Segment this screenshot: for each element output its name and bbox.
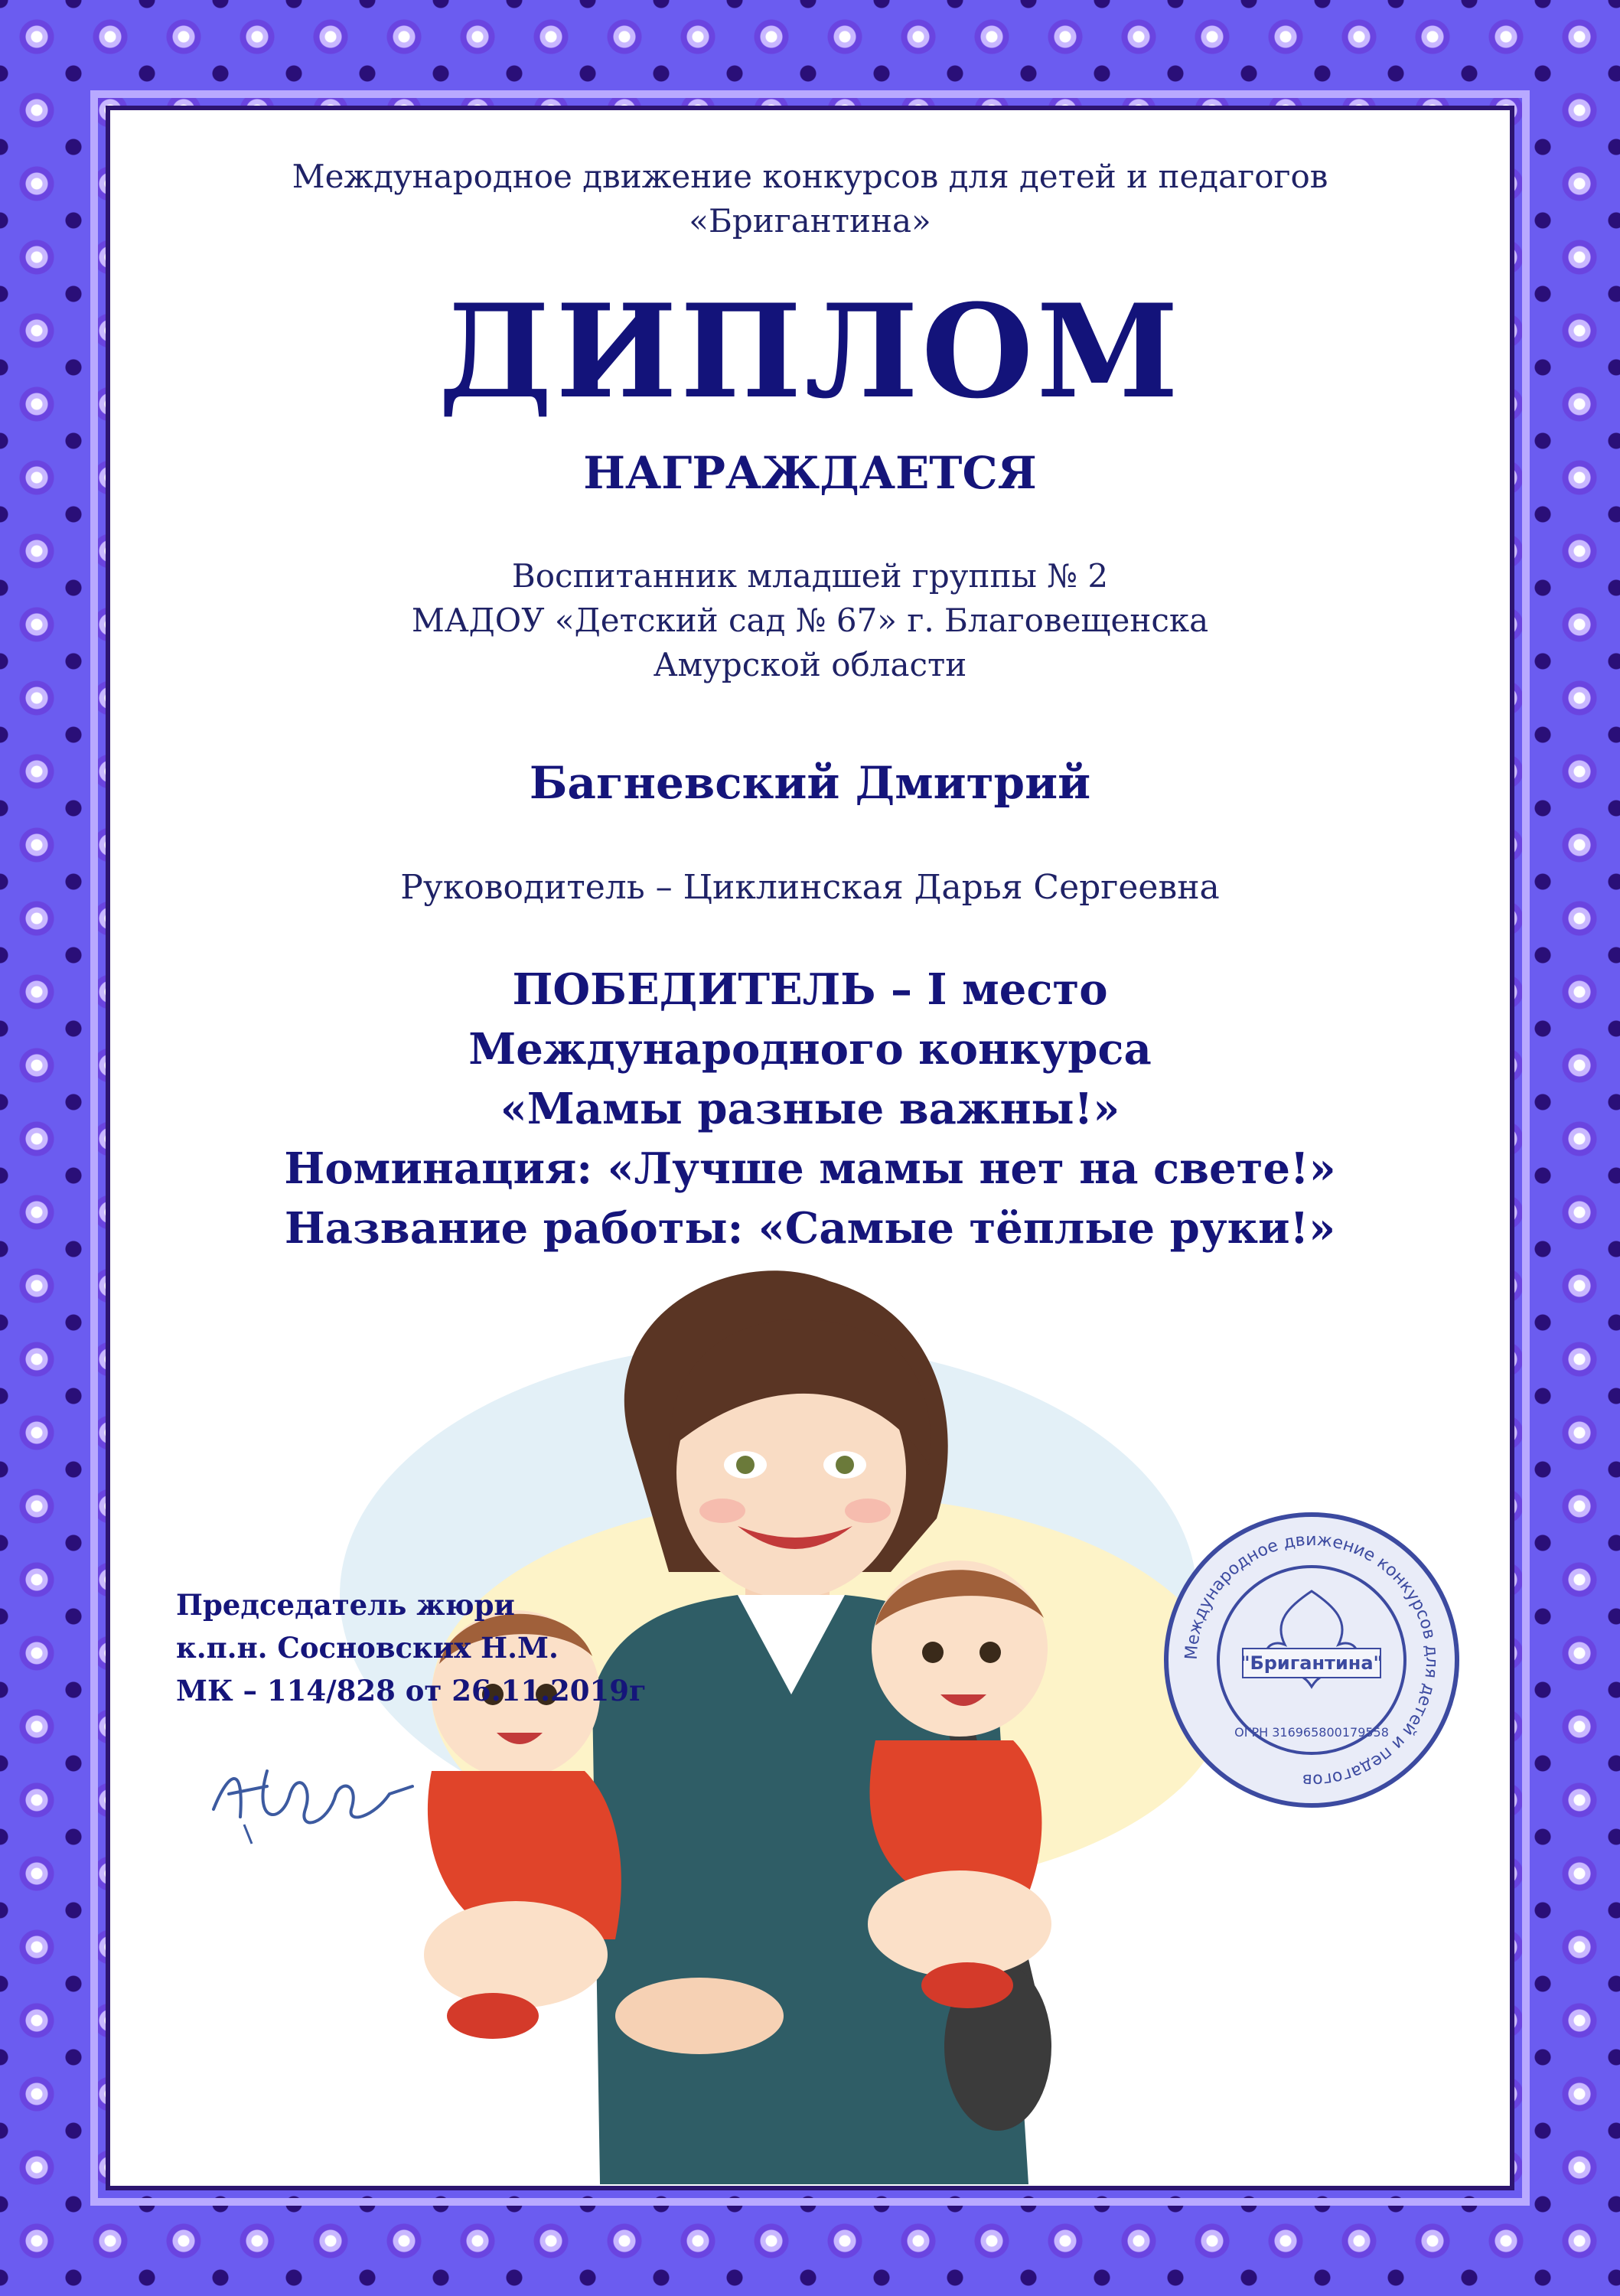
- jury-name: к.п.н. Сосновских Н.М.: [176, 1631, 559, 1665]
- organization-line-2: «Бригантина»: [689, 202, 931, 240]
- document-number: МК – 114/828 от 26.11.2019г: [176, 1674, 647, 1707]
- leader-line: Руководитель – Циклинская Дарья Сергеевна: [400, 868, 1220, 907]
- seal-center-text: "Бригантина": [1240, 1652, 1384, 1674]
- organization-line-1: Международное движение конкурсов для детей и педагогов: [292, 158, 1328, 195]
- mother-with-children-illustration: [340, 1266, 1281, 2184]
- recipient-name: Багневский Дмитрий: [529, 757, 1091, 809]
- award-place: ПОБЕДИТЕЛЬ – I место: [512, 964, 1108, 1015]
- work-title: Название работы: «Самые тёплые руки!»: [284, 1203, 1336, 1254]
- jury-signature-block: [176, 1583, 647, 1712]
- handwritten-signature: [198, 1740, 428, 1848]
- diploma-title: ДИПЛОМ: [438, 276, 1182, 427]
- diploma-content: [110, 110, 1510, 2186]
- seal-ring-text: Международное движение конкурсов для детей и педагогов: [1182, 1530, 1442, 1790]
- pupil-line-2: МАДОУ «Детский сад № 67» г. Благовещенска: [411, 602, 1209, 639]
- seal-registration-number: ОГРН 316965800179558: [1234, 1725, 1389, 1740]
- jury-title: Председатель жюри: [176, 1588, 515, 1622]
- contest-type: Международного конкурса: [468, 1024, 1152, 1075]
- nomination: Номинация: «Лучше мамы нет на свете!»: [284, 1143, 1336, 1194]
- pupil-line-1: Воспитанник младшей группы № 2: [511, 557, 1109, 595]
- organization-seal: [1159, 1507, 1465, 1813]
- pupil-description: [110, 554, 1510, 687]
- contest-name: «Мамы разные важны!»: [500, 1084, 1120, 1134]
- awarded-label: НАГРАЖДАЕТСЯ: [583, 447, 1037, 499]
- award-block: [110, 960, 1510, 1258]
- pupil-line-3: Амурской области: [653, 646, 967, 683]
- organization-header: [110, 155, 1510, 243]
